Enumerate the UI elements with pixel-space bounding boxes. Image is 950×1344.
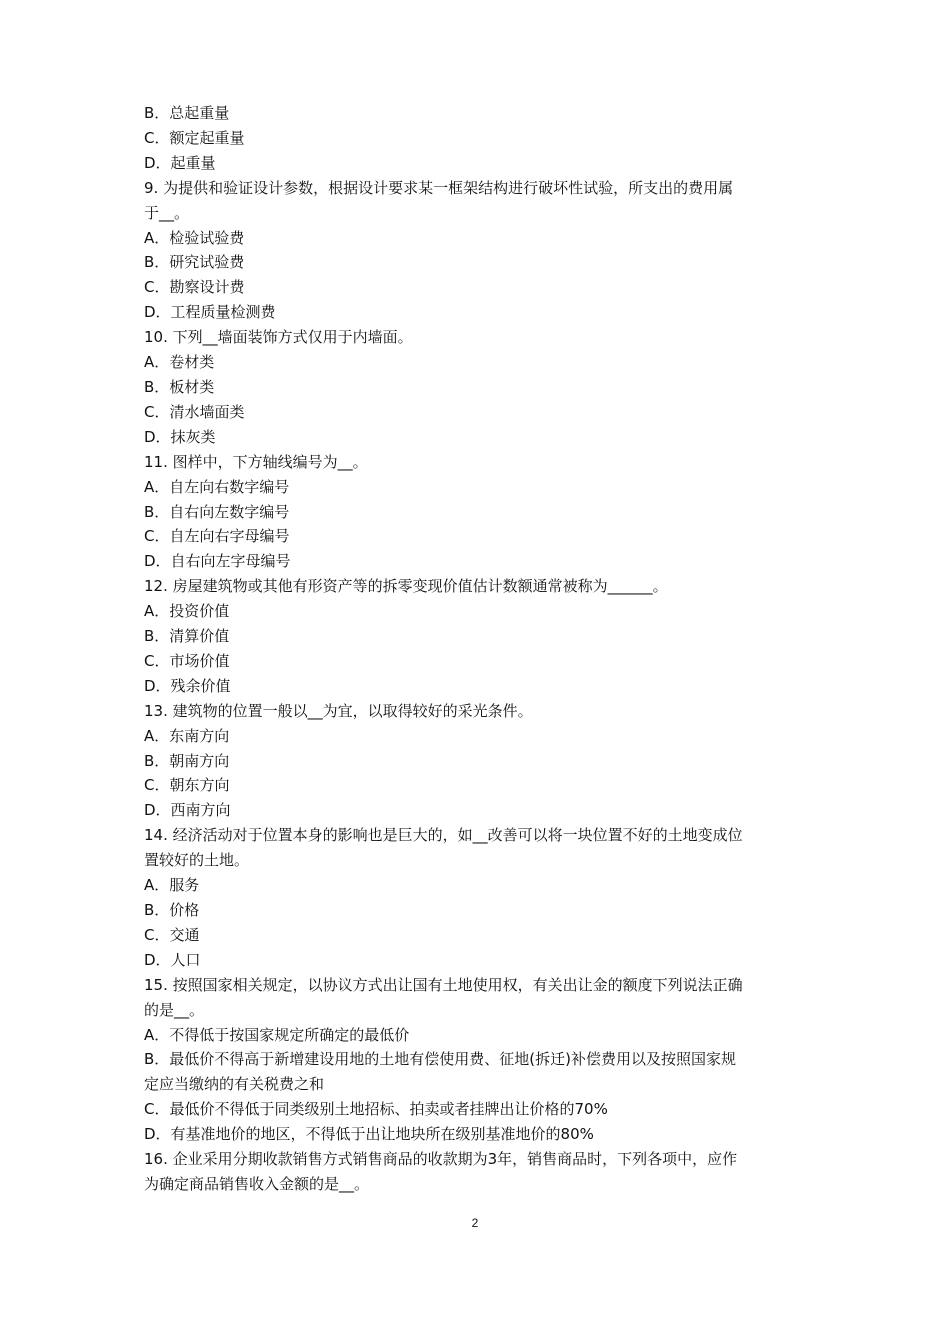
text-line: C．交通 <box>144 925 200 944</box>
text-line: B．最低价不得高于新增建设用地的土地有偿使用费、征地(拆迁)补偿费用以及按照国家规 <box>144 1050 736 1069</box>
text-line: 12. 房屋建筑物或其他有形资产等的拆零变现价值估计数额通常被称为______。 <box>144 577 668 596</box>
text-line: 置较好的土地。 <box>144 851 250 870</box>
text-line: 11. 图样中，下方轴线编号为__。 <box>144 452 368 471</box>
page-number: 2 <box>471 1216 479 1230</box>
text-line: B．自右向左数字编号 <box>144 502 290 521</box>
page-content <box>144 101 816 1197</box>
text-line: 16. 企业采用分期收款销售方式销售商品的收款期为3年，销售商品时，下列各项中，应作 <box>144 1150 738 1169</box>
text-line: B．清算价值 <box>144 627 230 646</box>
text-line: C．自左向右字母编号 <box>144 527 290 546</box>
text-line: D．人口 <box>144 950 201 969</box>
text-line: 9. 为提供和验证设计参数，根据设计要求某一框架结构进行破坏性试验，所支出的费用属 <box>144 178 734 197</box>
text-line: D．残余价值 <box>144 676 231 695</box>
text-line: C．最低价不得低于同类级别土地招标、拍卖或者挂牌出让价格的70% <box>144 1100 608 1119</box>
text-line: A．检验试验费 <box>144 228 245 247</box>
text-line: A．自左向右数字编号 <box>144 477 290 496</box>
text-line: D．有基准地价的地区，不得低于出让地块所在级别基准地价的80% <box>144 1125 594 1144</box>
text-line: C．清水墙面类 <box>144 402 245 421</box>
text-line: A．服务 <box>144 876 200 895</box>
text-line: C．市场价值 <box>144 651 230 670</box>
text-line: D．抹灰类 <box>144 427 216 446</box>
text-line: 15. 按照国家相关规定，以协议方式出让国有土地使用权，有关出让金的额度下列说法正确 <box>144 975 743 994</box>
text-line: 于__。 <box>144 203 190 222</box>
text-line: D．自右向左字母编号 <box>144 552 291 571</box>
text-line: D．西南方向 <box>144 801 231 820</box>
text-line: D．起重量 <box>144 153 216 172</box>
text-line: 的是__。 <box>144 1000 205 1019</box>
text-line: 定应当缴纳的有关税费之和 <box>144 1075 325 1094</box>
text-line: C．额定起重量 <box>144 128 245 147</box>
text-line: D．工程质量检测费 <box>144 303 276 322</box>
text-line: A．卷材类 <box>144 353 215 372</box>
text-line: A．不得低于按国家规定所确定的最低价 <box>144 1025 410 1044</box>
text-line: 13. 建筑物的位置一般以__为宜，以取得较好的采光条件。 <box>144 701 533 720</box>
text-line: 14. 经济活动对于位置本身的影响也是巨大的，如__改善可以将一块位置不好的土地变成位 <box>144 826 743 845</box>
text-line: 为确定商品销售收入金额的是__。 <box>144 1174 370 1193</box>
text-line: B．总起重量 <box>144 104 230 122</box>
text-line: C．朝东方向 <box>144 776 230 795</box>
text-line: B．研究试验费 <box>144 253 245 272</box>
text-line: 10. 下列__墙面装饰方式仅用于内墙面。 <box>144 328 413 347</box>
text-line: B．板材类 <box>144 377 215 396</box>
text-line: A．东南方向 <box>144 726 230 745</box>
text-line: B．朝南方向 <box>144 751 230 770</box>
text-line: C．勘察设计费 <box>144 278 245 297</box>
text-line: B．价格 <box>144 901 200 919</box>
text-line: A．投资价值 <box>144 602 230 621</box>
